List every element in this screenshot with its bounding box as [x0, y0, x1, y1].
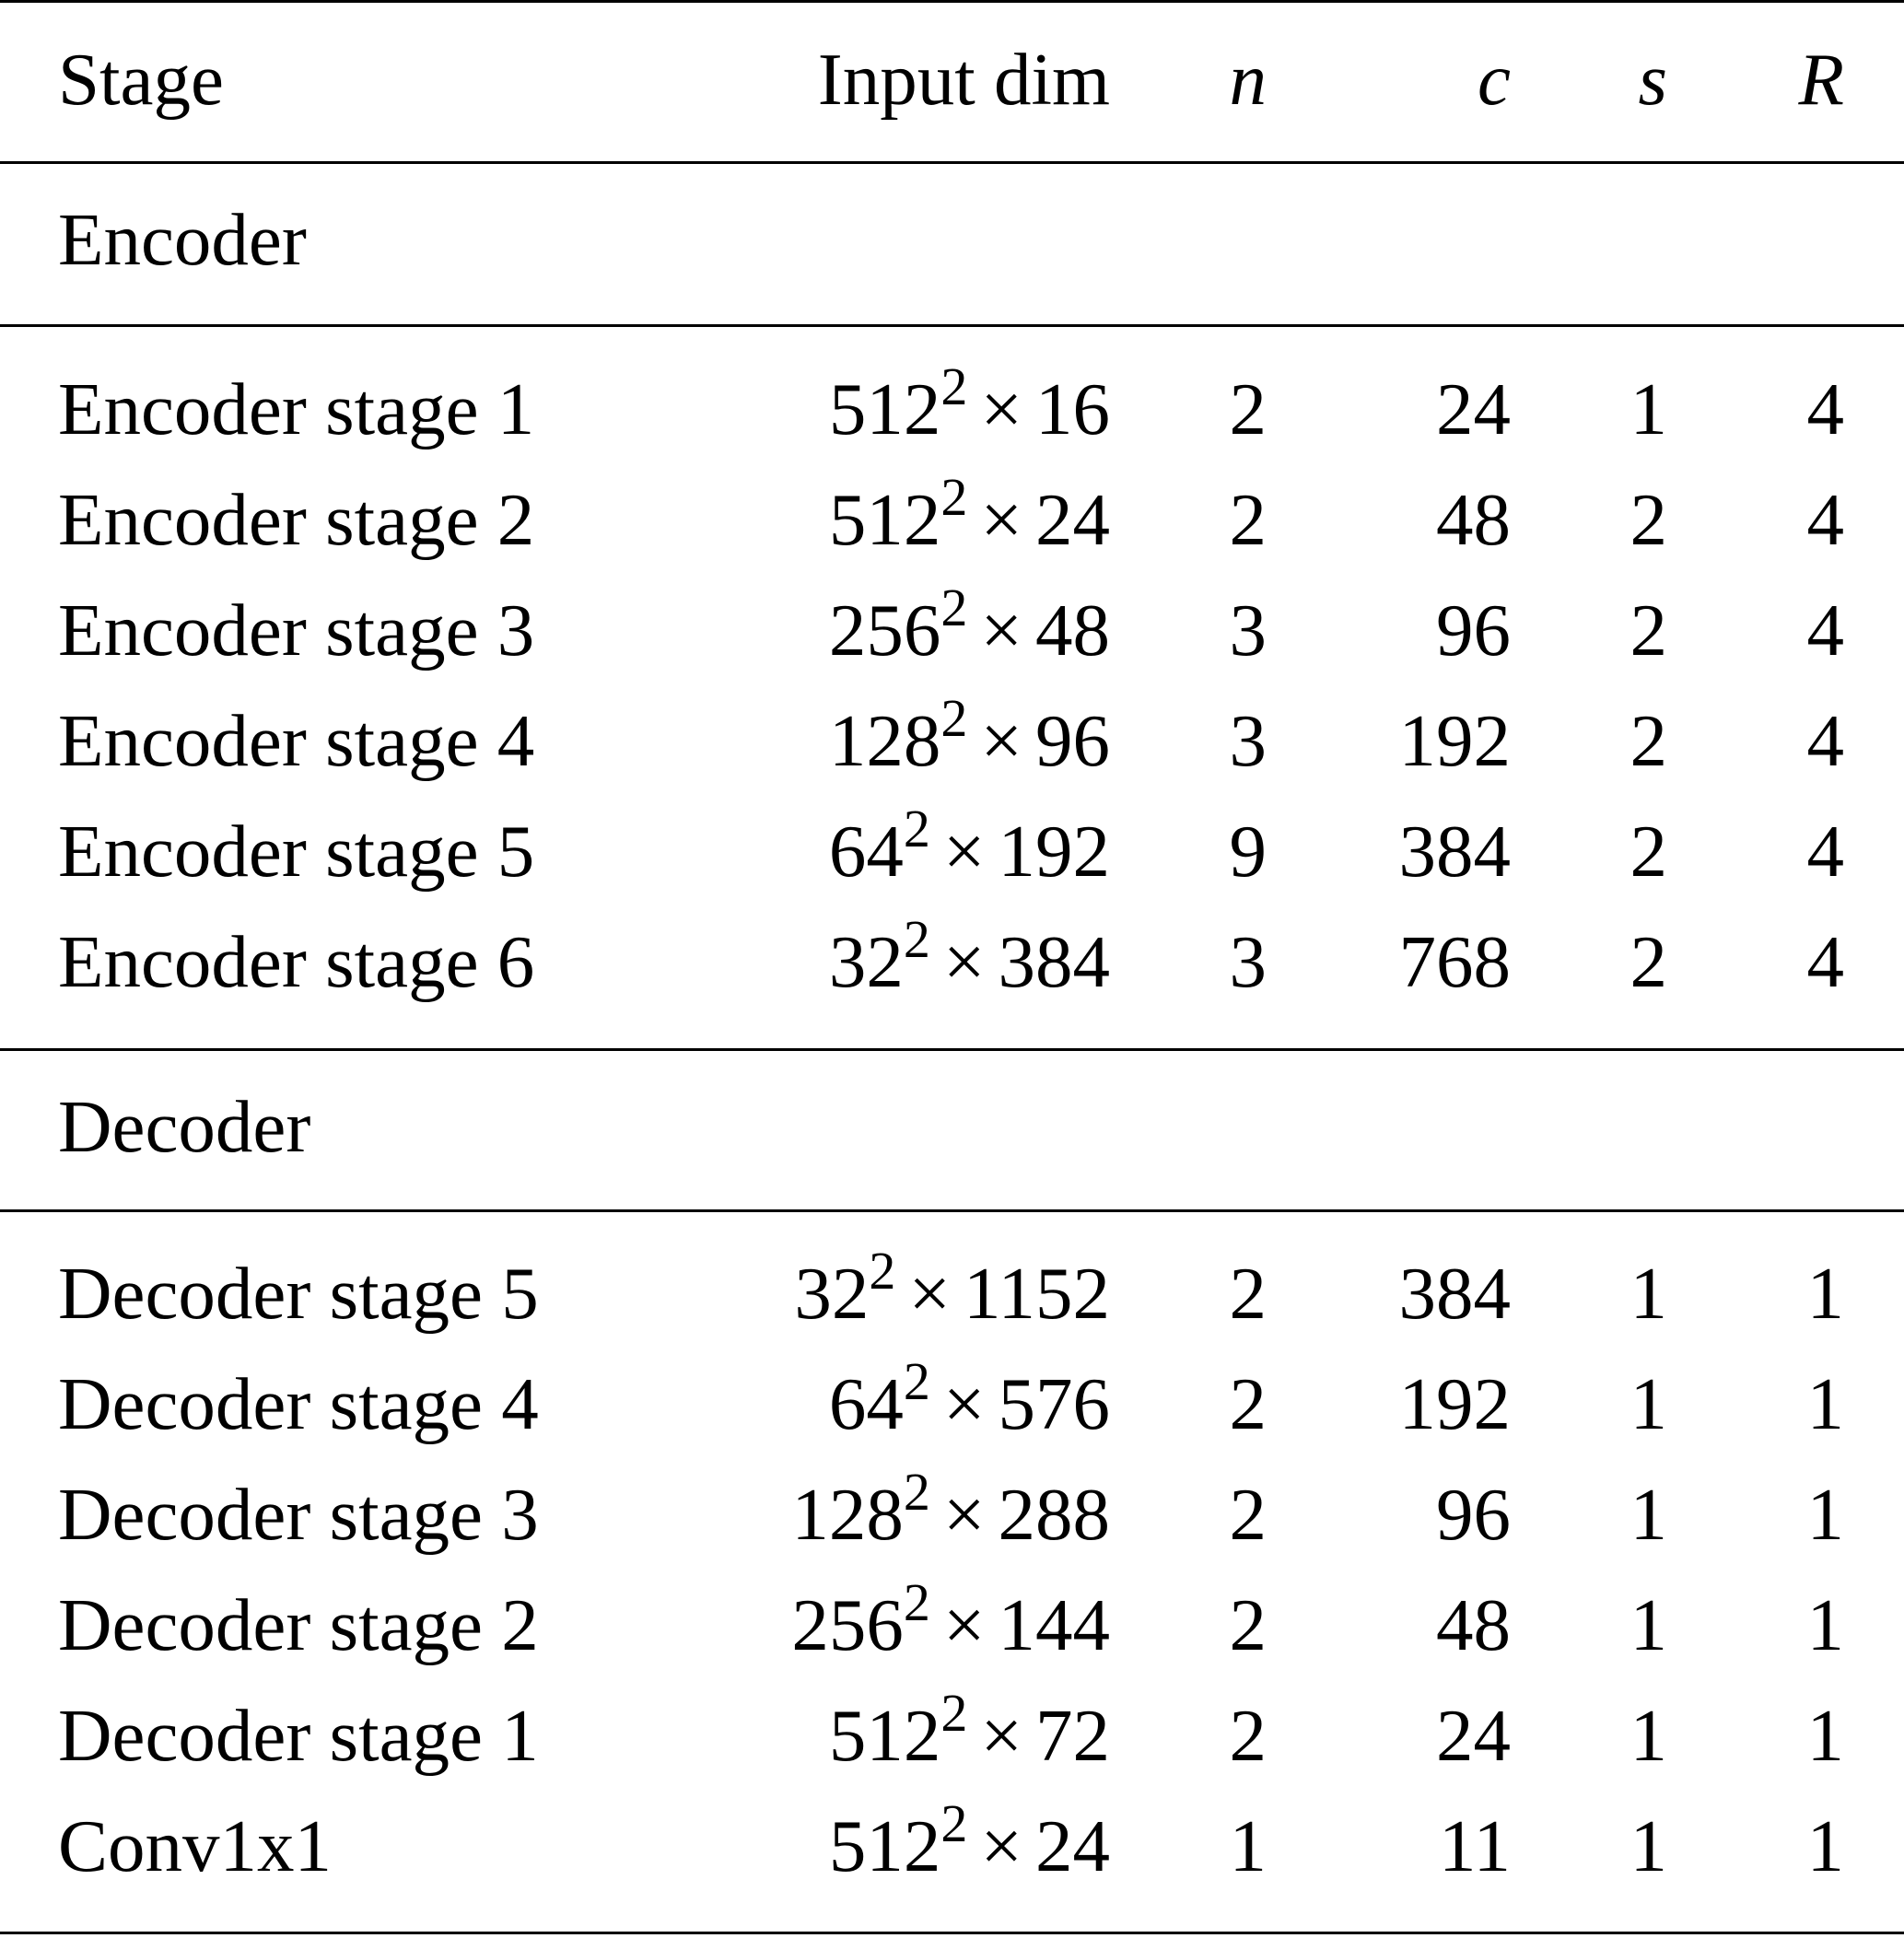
- input-dim-cell: [645, 464, 1110, 575]
- input-dim-cell: [645, 796, 1110, 906]
- times-sign: ×: [980, 1694, 1022, 1777]
- times-sign: ×: [980, 368, 1022, 450]
- n-cell: 2: [1229, 478, 1267, 561]
- dim-exponent: 2: [940, 1683, 968, 1743]
- table-row: [0, 464, 1904, 575]
- dim-channels: 1152: [964, 1252, 1110, 1335]
- stage-cell: Conv1x1: [58, 1804, 333, 1887]
- times-sign: ×: [980, 1804, 1022, 1887]
- times-sign: ×: [942, 1362, 986, 1445]
- c-cell: 192: [1398, 699, 1511, 782]
- n-cell: 3: [1229, 589, 1267, 671]
- s-cell: 1: [1629, 1473, 1667, 1556]
- r-cell: 4: [1806, 699, 1844, 782]
- stage-cell: Encoder stage 1: [58, 368, 535, 450]
- section-rule: [0, 1048, 1904, 1051]
- dim-base: 32: [828, 920, 904, 1003]
- n-cell: 2: [1229, 1362, 1267, 1445]
- s-cell: 1: [1629, 1694, 1667, 1777]
- r-cell: 1: [1806, 1583, 1844, 1666]
- bottom-rule: [0, 1932, 1904, 1934]
- section-title-decoder: Decoder: [58, 1085, 311, 1168]
- dim-base: 64: [828, 1362, 904, 1445]
- dim-channels: 96: [1035, 699, 1110, 782]
- header-stage: Stage: [58, 38, 224, 121]
- header-s: s: [1638, 38, 1667, 121]
- c-cell: 96: [1436, 1473, 1511, 1556]
- input-dim-cell: [645, 1680, 1110, 1791]
- times-sign: ×: [980, 699, 1022, 782]
- s-cell: 2: [1629, 589, 1667, 671]
- r-cell: 1: [1806, 1252, 1844, 1335]
- dim-exponent: 2: [940, 688, 968, 748]
- dim-channels: 48: [1035, 589, 1110, 671]
- dim-channels: 24: [1035, 478, 1110, 561]
- dim-channels: 24: [1035, 1804, 1110, 1887]
- input-dim-cell: [645, 1791, 1110, 1901]
- n-cell: 3: [1229, 699, 1267, 782]
- stage-cell: Encoder stage 2: [58, 478, 535, 561]
- header-c: c: [1478, 38, 1511, 121]
- dim-exponent: 2: [903, 909, 930, 969]
- stage-cell: Decoder stage 4: [58, 1362, 539, 1445]
- input-dim-cell: [645, 1459, 1110, 1570]
- times-sign: ×: [908, 1252, 951, 1335]
- input-dim-cell: [645, 906, 1110, 1017]
- dim-channels: 72: [1035, 1694, 1110, 1777]
- r-cell: 4: [1806, 589, 1844, 671]
- n-cell: 2: [1229, 1252, 1267, 1335]
- dim-channels: 384: [998, 920, 1110, 1003]
- c-cell: 192: [1398, 1362, 1511, 1445]
- header-rule: [0, 161, 1904, 164]
- dim-exponent: 2: [940, 467, 968, 527]
- stage-cell: Decoder stage 3: [58, 1473, 539, 1556]
- dim-exponent: 2: [903, 1351, 930, 1411]
- table-row: [0, 575, 1904, 685]
- c-cell: 96: [1436, 589, 1511, 671]
- dim-base: 128: [791, 1473, 904, 1556]
- s-cell: 1: [1629, 368, 1667, 450]
- s-cell: 2: [1629, 810, 1667, 893]
- s-cell: 2: [1629, 478, 1667, 561]
- table-row: [0, 1238, 1904, 1348]
- input-dim-cell: [645, 575, 1110, 685]
- dim-channels: 288: [998, 1473, 1110, 1556]
- table-row: [0, 354, 1904, 464]
- section-rule: [0, 324, 1904, 327]
- times-sign: ×: [942, 810, 986, 893]
- r-cell: 4: [1806, 478, 1844, 561]
- times-sign: ×: [942, 920, 986, 1003]
- header-r: R: [1798, 38, 1844, 121]
- dim-exponent: 2: [940, 578, 968, 637]
- n-cell: 3: [1229, 920, 1267, 1003]
- table-row: [0, 906, 1904, 1017]
- s-cell: 1: [1629, 1804, 1667, 1887]
- c-cell: 48: [1436, 478, 1511, 561]
- dim-exponent: 2: [940, 1793, 968, 1853]
- dim-channels: 192: [998, 810, 1110, 893]
- c-cell: 384: [1398, 1252, 1511, 1335]
- dim-base: 128: [828, 699, 941, 782]
- dim-exponent: 2: [903, 1462, 930, 1522]
- times-sign: ×: [980, 589, 1022, 671]
- dim-base: 512: [828, 1694, 941, 1777]
- s-cell: 1: [1629, 1583, 1667, 1666]
- stage-cell: Encoder stage 3: [58, 589, 535, 671]
- c-cell: 24: [1436, 1694, 1511, 1777]
- header-row: [0, 24, 1904, 134]
- r-cell: 4: [1806, 810, 1844, 893]
- stage-cell: Encoder stage 6: [58, 920, 535, 1003]
- r-cell: 1: [1806, 1804, 1844, 1887]
- table-row: [0, 796, 1904, 906]
- c-cell: 24: [1436, 368, 1511, 450]
- top-rule: [0, 0, 1904, 3]
- section-title-encoder: Encoder: [58, 198, 307, 281]
- times-sign: ×: [942, 1583, 986, 1666]
- dim-base: 512: [828, 368, 941, 450]
- r-cell: 1: [1806, 1473, 1844, 1556]
- n-cell: 1: [1229, 1804, 1267, 1887]
- dim-exponent: 2: [903, 1572, 930, 1632]
- dim-channels: 16: [1035, 368, 1110, 450]
- dim-exponent: 2: [940, 356, 968, 416]
- dim-base: 32: [794, 1252, 870, 1335]
- dim-base: 512: [828, 478, 941, 561]
- table-row: [0, 685, 1904, 796]
- s-cell: 2: [1629, 699, 1667, 782]
- stage-cell: Decoder stage 5: [58, 1252, 539, 1335]
- header-n: n: [1229, 38, 1267, 121]
- table-row: [0, 1791, 1904, 1901]
- n-cell: 9: [1229, 810, 1267, 893]
- r-cell: 4: [1806, 920, 1844, 1003]
- stage-cell: Decoder stage 1: [58, 1694, 539, 1777]
- table-row: [0, 1570, 1904, 1680]
- r-cell: 4: [1806, 368, 1844, 450]
- dim-base: 256: [791, 1583, 904, 1666]
- table-row: [0, 1348, 1904, 1459]
- dim-channels: 144: [998, 1583, 1110, 1666]
- table-row: [0, 1459, 1904, 1570]
- header-input-dim: Input dim: [817, 38, 1110, 121]
- times-sign: ×: [980, 478, 1022, 561]
- dim-base: 256: [828, 589, 941, 671]
- input-dim-cell: [645, 1348, 1110, 1459]
- input-dim-cell: [645, 685, 1110, 796]
- dim-exponent: 2: [869, 1241, 896, 1301]
- dim-base: 64: [828, 810, 904, 893]
- r-cell: 1: [1806, 1362, 1844, 1445]
- n-cell: 2: [1229, 1694, 1267, 1777]
- section-title-row: [0, 184, 1904, 295]
- stage-cell: Decoder stage 2: [58, 1583, 539, 1666]
- table-row: [0, 1680, 1904, 1791]
- input-dim-cell: [645, 1570, 1110, 1680]
- stage-cell: Encoder stage 5: [58, 810, 535, 893]
- s-cell: 2: [1629, 920, 1667, 1003]
- s-cell: 1: [1629, 1252, 1667, 1335]
- r-cell: 1: [1806, 1694, 1844, 1777]
- c-cell: 11: [1439, 1804, 1511, 1887]
- section-title-row: [0, 1071, 1904, 1182]
- times-sign: ×: [942, 1473, 986, 1556]
- n-cell: 2: [1229, 1473, 1267, 1556]
- dim-channels: 576: [998, 1362, 1110, 1445]
- n-cell: 2: [1229, 1583, 1267, 1666]
- s-cell: 1: [1629, 1362, 1667, 1445]
- stage-cell: Encoder stage 4: [58, 699, 535, 782]
- c-cell: 48: [1436, 1583, 1511, 1666]
- dim-exponent: 2: [903, 799, 930, 858]
- input-dim-cell: [645, 354, 1110, 464]
- section-rule: [0, 1209, 1904, 1212]
- dim-base: 512: [828, 1804, 941, 1887]
- c-cell: 384: [1398, 810, 1511, 893]
- n-cell: 2: [1229, 368, 1267, 450]
- input-dim-cell: [645, 1238, 1110, 1348]
- c-cell: 768: [1398, 920, 1511, 1003]
